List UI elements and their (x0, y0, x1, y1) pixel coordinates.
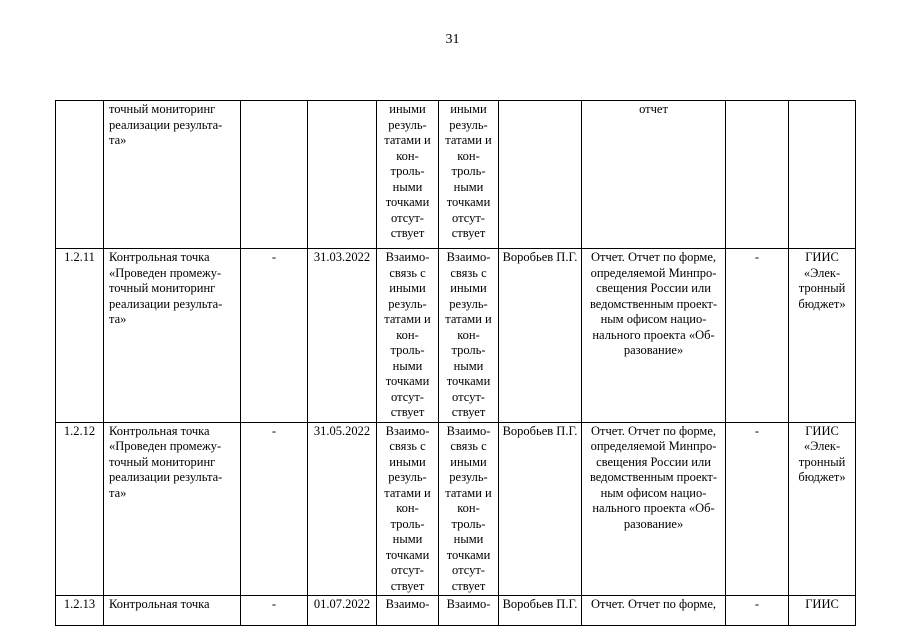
predecessor-cell-line: кон- (396, 327, 419, 342)
predecessor-cell-line: иными (389, 281, 426, 295)
report-type-cell-line: Отчет. Отчет по форме, (590, 597, 717, 611)
successor-cell-line: отсут- (452, 389, 485, 404)
item-number-cell (56, 101, 104, 249)
item-title-cell (104, 101, 241, 249)
item-title-cell-line: та» (109, 133, 127, 147)
item-title-cell-line: точный мониторинг (109, 281, 216, 295)
successor-cell-line: троль- (451, 164, 486, 178)
successor-cell (439, 596, 499, 626)
info-system-cell-line: ГИИС (805, 250, 839, 264)
responsible-cell (499, 101, 582, 249)
predecessor-cell (377, 596, 439, 626)
end-date-cell: 31.05.2022 (308, 422, 377, 596)
info-system-cell-line: ГИИС (805, 597, 839, 611)
start-date-cell: - (241, 596, 308, 626)
item-title-cell-line: реализации результа- (109, 117, 223, 132)
predecessor-cell-line: ствует (390, 405, 425, 419)
info-system-cell (789, 249, 856, 423)
successor-cell-line: троль- (451, 516, 486, 531)
successor-cell-line: Взаимо- (446, 597, 491, 611)
predecessor-cell-line: связь с (389, 265, 426, 280)
predecessor-cell-line: троль- (390, 516, 425, 531)
report-type-cell-line: определяемой Минпро- (590, 265, 717, 280)
item-title-cell-line: «Проведен промежу- (109, 265, 222, 280)
successor-cell (439, 101, 499, 249)
info-system-cell-line: «Элек- (803, 265, 841, 280)
successor-cell-line: связь с (450, 265, 487, 280)
report-type-cell-line: определяемой Минпро- (590, 439, 717, 453)
predecessor-cell-line: татами и (384, 312, 431, 326)
successor-cell-line: резуль- (449, 470, 488, 484)
report-type-cell-line: свещения России или (596, 281, 711, 295)
successor-cell-line: Взаимо- (446, 250, 491, 264)
predecessor-cell-line: татами и (384, 485, 431, 500)
control-level-cell: - (726, 422, 789, 596)
successor-cell-line: резуль- (449, 296, 488, 311)
predecessor-cell-line: Взаимо- (385, 423, 430, 438)
successor-cell-line: ствует (451, 226, 486, 240)
successor-cell-line: ными (453, 532, 484, 546)
predecessor-cell-line: ными (392, 532, 423, 546)
item-title-cell-line: точный мониторинг (109, 102, 216, 116)
info-system-cell (789, 422, 856, 596)
report-type-cell-line: ведомственным проект- (589, 296, 718, 311)
end-date-cell: 01.07.2022 (308, 596, 377, 626)
successor-cell-line: троль- (451, 343, 486, 357)
info-system-cell-line: тронный (798, 454, 846, 469)
successor-cell-line: точками (446, 547, 491, 562)
successor-cell (439, 422, 499, 596)
item-title-cell-line: «Проведен промежу- (109, 439, 222, 453)
report-type-cell-line: разование» (623, 516, 684, 531)
successor-cell-line: ными (453, 358, 484, 373)
item-title-cell-line: та» (109, 485, 127, 500)
info-system-cell (789, 101, 856, 249)
report-type-cell (582, 596, 726, 626)
start-date-cell: - (241, 422, 308, 596)
successor-cell-line: ствует (451, 578, 486, 593)
item-title-cell-line: реализации результа- (109, 470, 223, 484)
successor-cell-line: точками (446, 195, 491, 209)
responsible-cell: Воробьев П.Г. (499, 249, 582, 423)
successor-cell-line: иными (450, 454, 487, 469)
predecessor-cell-line: троль- (390, 343, 425, 357)
report-type-cell-line: Отчет. Отчет по форме, (590, 250, 717, 264)
successor-cell-line: отсут- (452, 563, 485, 577)
predecessor-cell-line: иными (389, 102, 426, 116)
predecessor-cell (377, 101, 439, 249)
successor-cell (439, 249, 499, 423)
predecessor-cell (377, 422, 439, 596)
predecessor-cell-line: отсут- (391, 389, 424, 404)
item-title-cell-line: Контрольная точка (109, 423, 210, 438)
successor-cell-line: отсут- (452, 210, 485, 225)
report-type-cell-line: ным офисом нацио- (600, 312, 707, 326)
predecessor-cell-line: точками (385, 547, 430, 562)
item-title-cell (104, 596, 241, 626)
table-row (56, 249, 856, 423)
item-title-cell (104, 422, 241, 596)
start-date-cell (241, 101, 308, 249)
predecessor-cell-line: ными (392, 179, 423, 194)
predecessor-cell-line: резуль- (388, 470, 427, 484)
successor-cell-line: Взаимо- (446, 423, 491, 438)
predecessor-cell-line: иными (389, 454, 426, 469)
predecessor-cell-line: резуль- (388, 117, 427, 132)
table-row (56, 101, 856, 249)
predecessor-cell-line: ствует (390, 578, 425, 593)
predecessor-cell-line: резуль- (388, 296, 427, 311)
successor-cell-line: кон- (457, 327, 480, 342)
predecessor-cell-line: отсут- (391, 210, 424, 225)
item-number-cell: 1.2.12 (56, 422, 104, 596)
info-system-cell-line: бюджет» (798, 296, 846, 311)
table-row (56, 422, 856, 596)
successor-cell-line: связь с (450, 439, 487, 453)
report-type-cell (582, 422, 726, 596)
report-type-cell-line: свещения России или (596, 454, 711, 469)
table-row (56, 596, 856, 626)
successor-cell-line: кон- (457, 501, 480, 515)
successor-cell-line: иными (450, 281, 487, 295)
item-number-cell: 1.2.13 (56, 596, 104, 626)
predecessor-cell-line: связь с (389, 439, 426, 453)
predecessor-cell-line: Взаимо- (385, 250, 430, 264)
predecessor-cell-line: кон- (396, 501, 419, 515)
predecessor-cell-line: отсут- (391, 563, 424, 577)
successor-cell-line: точками (446, 374, 491, 388)
page-number: 31 (445, 32, 460, 47)
successor-cell-line: татами и (445, 312, 492, 326)
end-date-cell: 31.03.2022 (308, 249, 377, 423)
info-system-cell-line: бюджет» (798, 470, 846, 484)
item-title-cell (104, 249, 241, 423)
item-title-cell-line: точный мониторинг (109, 454, 216, 469)
responsible-cell: Воробьев П.Г. (499, 422, 582, 596)
report-type-cell-line: Отчет. Отчет по форме, (590, 423, 717, 438)
report-type-cell-line: ным офисом нацио- (600, 485, 707, 500)
report-type-cell-line: нального проекта «Об- (592, 327, 715, 342)
item-title-cell-line: реализации результа- (109, 296, 223, 311)
successor-cell-line: кон- (457, 148, 480, 163)
responsible-cell: Воробьев П.Г. (499, 596, 582, 626)
successor-cell-line: иными (450, 102, 487, 116)
item-title-cell-line: Контрольная точка (109, 250, 210, 264)
predecessor-cell-line: Взаимо- (385, 597, 430, 611)
control-level-cell: - (726, 596, 789, 626)
item-title-cell-line: та» (109, 312, 127, 326)
control-level-cell (726, 101, 789, 249)
end-date-cell (308, 101, 377, 249)
successor-cell-line: татами и (445, 133, 492, 147)
successor-cell-line: резуль- (449, 117, 488, 132)
info-system-cell-line: тронный (798, 281, 846, 295)
item-title-cell-line: Контрольная точка (109, 597, 210, 611)
predecessor-cell-line: ными (392, 358, 423, 373)
report-type-cell-line: ведомственным проект- (589, 470, 718, 484)
successor-cell-line: татами и (445, 485, 492, 500)
info-system-cell (789, 596, 856, 626)
predecessor-cell-line: точками (385, 195, 430, 209)
predecessor-cell-line: точками (385, 374, 430, 388)
info-system-cell-line: ГИИС (805, 423, 839, 438)
control-points-table (55, 100, 856, 626)
predecessor-cell-line: кон- (396, 148, 419, 163)
info-system-cell-line: «Элек- (803, 439, 841, 453)
report-type-cell (582, 249, 726, 423)
report-type-cell-line: нального проекта «Об- (592, 501, 715, 515)
item-number-cell: 1.2.11 (56, 249, 104, 423)
predecessor-cell-line: троль- (390, 164, 425, 178)
successor-cell-line: ствует (451, 405, 486, 419)
report-type-cell-line: разование» (623, 343, 684, 357)
successor-cell-line: ными (453, 179, 484, 194)
predecessor-cell-line: ствует (390, 226, 425, 240)
predecessor-cell (377, 249, 439, 423)
control-level-cell: - (726, 249, 789, 423)
predecessor-cell-line: татами и (384, 133, 431, 147)
start-date-cell: - (241, 249, 308, 423)
report-type-cell (582, 101, 726, 249)
report-type-cell-line: отчет (639, 102, 668, 116)
